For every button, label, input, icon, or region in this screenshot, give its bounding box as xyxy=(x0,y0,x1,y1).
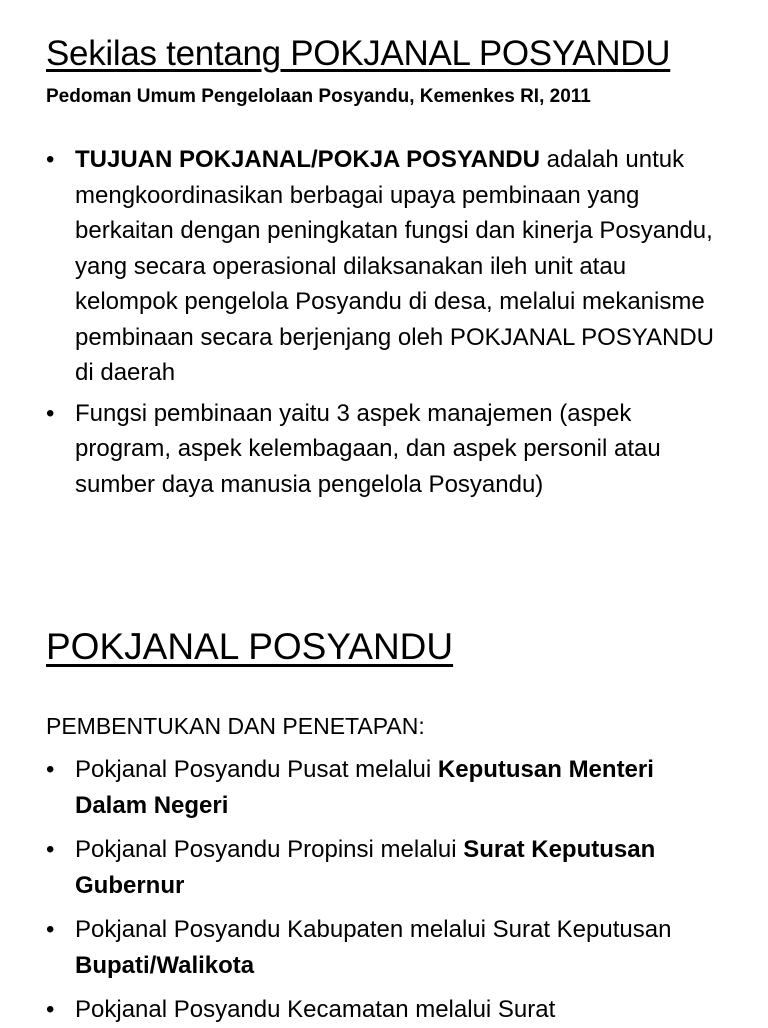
bullet-icon: • xyxy=(46,916,55,943)
bullet-icon: • xyxy=(46,756,55,783)
bullet-icon: • xyxy=(46,399,55,427)
section-colon: : xyxy=(418,713,425,739)
slide-title: POKJANAL POSYANDU xyxy=(46,626,454,667)
bullet-text: Fungsi pembinaan yaitu 3 aspek manajemen (aspek program, aspek kelembagaan, dan aspek personil atau sumber daya manusia pengelola Posyandu) xyxy=(75,399,661,498)
list-item xyxy=(46,752,728,823)
bullet-item-fungsi xyxy=(46,396,728,503)
slide-title: Sekilas tentang POKJANAL POSYANDU xyxy=(46,34,671,73)
bullet-icon: • xyxy=(46,146,55,173)
item-bold-text: Surat Keputusan Gubernur xyxy=(75,836,656,899)
bullet-icon: • xyxy=(46,996,55,1023)
list-item xyxy=(46,912,728,983)
bullet-list xyxy=(46,752,728,1028)
bullet-text: adalah untuk mengkoordinasikan berbagai upaya pembinaan yang berkaitan dengan peningkatan fungsi dan kinerja Posyandu, yang secara operasional dilaksanakan ileh unit atau kelompok pengelola Posyandu di desa, melalui mekanisme pembinaan secara berjenjang oleh POKJANAL POSYANDU di daerah xyxy=(75,146,714,386)
item-text: Pokjanal Posyandu Pusat melalui xyxy=(75,756,438,783)
bullet-list xyxy=(46,142,728,502)
item-text: Pokjanal Posyandu Kabupaten melalui Surat Keputusan xyxy=(75,916,672,943)
list-item xyxy=(46,832,728,903)
item-text: Pokjanal Posyandu Kecamatan melalui Surat xyxy=(75,996,556,1023)
section-heading xyxy=(46,713,425,740)
section-label-text: PEMBENTUKAN DAN PENETAPAN xyxy=(46,713,419,739)
bullet-bold-text: TUJUAN POKJANAL/POKJA POSYANDU xyxy=(75,146,540,173)
item-bold-text: Bupati/Walikota xyxy=(75,951,255,979)
bullet-icon: • xyxy=(46,836,55,863)
list-item xyxy=(46,992,728,1028)
slide-pokjanal xyxy=(0,610,768,1024)
slide-subtitle: Pedoman Umum Pengelolaan Posyandu, Kemenkes RI, 2011 xyxy=(46,86,591,107)
bullet-item-tujuan xyxy=(46,142,728,391)
item-bold-text: Keputusan Menteri Dalam Negeri xyxy=(75,756,654,819)
item-text: Pokjanal Posyandu Propinsi melalui xyxy=(75,836,464,863)
